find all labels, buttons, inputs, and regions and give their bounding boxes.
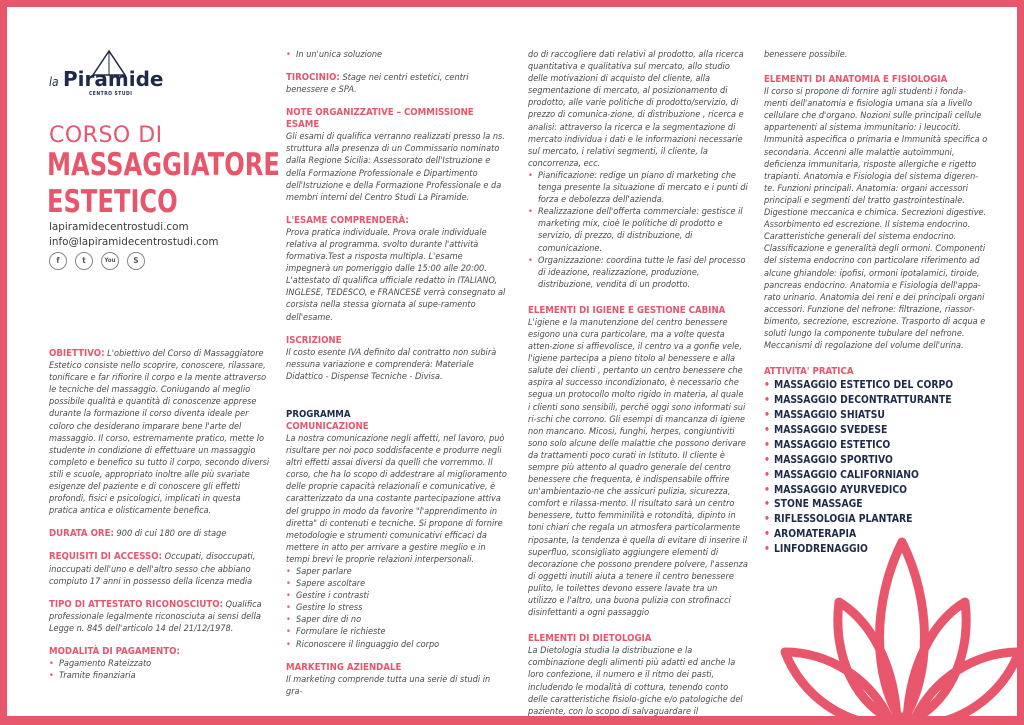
title-line3: ESTETICO [47,184,178,220]
hygiene-heading: ELEMENTI DI IGIENE E GESTIONE CABINA [528,304,726,316]
marketing-text: Il marketing comprende tutta una serie di studi in gra- [286,674,491,697]
title-line1: CORSO DI [49,123,163,148]
column-2 [286,49,508,698]
contact-email[interactable]: info@lapiramidecentrostudi.com [49,236,219,248]
list-item: • Tramite finanziaria [49,670,271,682]
list-item: • AROMATERAPIA [764,527,989,542]
communication-text: La nostra comunicazione negli affetti, nel lavoro, può risultare per noi poco soddisfacente e produrre negli altri effetti assai diversi da quelli che vorremmo. Il corso, che ha lo scopo di addestrare al miglioramento delle proprie capacità relazionali e comunicative, è caratterizzato da una costante partecipazione attiva del gruppo in modo da favorire "l'apprendimento in diretta" di contenuti e tecniche. Si propone di fornire metodologie e strumenti comunicativi efficaci da mettere in atto per arrivare a gestire meglio e in tempi brevi le proprie relazioni interpersonali. [286,433,507,565]
objective-text: L'obiettivo del Corso di Massaggiatore Estetico consiste nello scoprire, conoscere, rilassare, tonificare e far rifiorire il corpo e la mente attraverso le tecniche del massaggio. Coniugando al meglio possibile qualità e quantità di conoscenze apprese durante la formazione il corso diventa ideale per coloro che desiderano imparare bene l'arte del massaggio. Il corso, estremamente pratico, mette lo studente in condizione di effettuare un massaggio completo e benefico su tutto il corpo, secondo diversi stili e scuole, appropriato inoltre alle più svariate esigenze del paziente e di conoscere gli effetti profondi, fisici e psicologici, implicati in questa pratica antica e olisticamente benefica. [49,349,270,517]
hygiene-text: L'igiene e la manutenzione del centro benessere esigono una cura particolare, ma a volte questa atten-zione si affievolisce, il centro va a gonfie vele, l'igiene partecipa a pieno titolo al benessere e alla salute dei clienti , pertanto un centro benessere che aspira al successo incondizionato, è necessario che segua un protocollo molto rigido in materia, al quale i clienti sono sensibili, perché oggi sono informati sui ri-schi che corrono. Gli esempi di mancanza di igiene non mancano. Micosi, funghi, herpes, congiuntiviti sono solo alcune delle malattie che possono derivare da trattamenti poco curati in Istituto. Il cliente è sempre più attento al quadro generale del centro benessere che frequenta, è indispensabile offrire un'ambientazio-ne che assicuri pulizia, sicurezza, comfort e rilassa-mento. Il risultato sarà un centro benessere, tutto femminilità e rotondità, dipinto in toni chiari che regala un atmosfera particolarmente riposante, la tendenza è quella di evitare di inserire il superfluo, sconsigliato aggiungere elementi di decorazione che possono prendere polvere, l'assenza di oggetti inutili aiuta a tenere il centro benessere pulito, le toilettes devono essere lavate tra un utilizzo e l'altro, una buona pulizia con strofinacci disinfettanti a ogni passaggio [528,317,748,619]
anatomy-text: Il corso si propone di fornire agli studenti i fonda-menti dell'anatomia e fisiologia umana sia a livello cellulare che d'organo. Nozioni sulle principali cellule appartenenti al sistema immunitario: i leucociti. Immunità aspecifica o primaria e Immunità specifica o secondaria. Accenni alle malattie autoimmuni, deficienza immunitaria, risposte allergiche e rigetto trapianti. Anatomia e Fisiologia del sistema digeren-te. Funzioni principali. Anatomia: organi accessori principali e segmenti del tratto gastrointestinale. Digestione meccanica e chimica. Secrezioni digestive. Assorbimento ed escrezione. Il sistema endocrino. Caratteristiche generali del sistema endocrino. Classificazione e generalità degli ormoni. Componenti del sistema endocrino con particolare riferimento ad alcune ghiandole: ipofisi, ormoni ipotalamici, tiroide, pancreas endocrino. Anatomia e Fisiologia dell'appa-rato urinario. Anatomia dei reni e dei principali organi accessori. Funzione del nefrone: filtrazione, riassor-bimento, secrezione, escrezione. Trasporto di acqua e soluti lungo la componente tubulare del nefrone. Meccanismi di regolazione del volume dell'urina. [764,87,988,352]
list-item: • STONE MASSAGE [764,497,989,512]
column-3 [528,49,748,725]
title-line2: MASSAGGIATORE [47,147,280,183]
twitter-icon[interactable]: t [75,252,93,270]
brand-sub: CENTRO STUDI [89,91,133,97]
exam-heading: L'ESAME COMPRENDERÀ: [286,214,409,226]
list-item: • MASSAGGIO DECONTRATTURANTE [764,393,989,408]
marketing-heading: MARKETING AZIENDALE [286,661,402,673]
marketing-list [528,170,748,291]
notes-text: Gli esami di qualifica verranno realizzati presso la ns. struttura alla presenza di un Commissario nominato dalla Regione Sicilia: Assessorato dell'Istruzione e della Formazione Professionale e Dipartimento dell'Istruzione e della Formazione Professionale e da membri interni del Centro Studi La Piramide. [286,132,505,203]
list-item: • Gestire lo stress [286,602,508,614]
youtube-icon[interactable]: You [101,252,119,270]
requirements-label: REQUISITI DI ACCESSO: [49,551,163,563]
lotus-icon [777,517,1024,725]
list-item: • RIFLESSOLOGIA PLANTARE [764,512,989,527]
dietology-text: La Dietologia studia la distribuzione e la combinazione degli alimenti più adatti ed anche la loro confezione, il numero e il ritmo dei pasti, includendo le modalità di cottura, tenendo conto delle caratteristiche fisiolo-giche e/o patologiche del paziente, con lo scopo di salvaguardare il mantenimento del miglior stato di [528,646,743,725]
list-item: • MASSAGGIO SHIATSU [764,408,989,423]
tirocinio-label: TIROCINIO: [286,72,340,84]
list-item: • MASSAGGIO CALIFORNIANO [764,468,989,483]
list-item: • MASSAGGIO ESTETICO [764,438,989,453]
enrollment-heading: ISCRIZIONE [286,334,342,346]
list-item: • Saper dire di no [286,614,508,626]
contact-website[interactable]: lapiramidecentrostudi.com [49,221,189,233]
list-item: • MASSAGGIO SPORTIVO [764,453,989,468]
skype-icon[interactable]: S [127,252,145,270]
certificate-label: TIPO DI ATTESTATO RICONOSCIUTO: [49,598,224,610]
column-1 [49,348,271,682]
program-heading: PROGRAMMA [286,408,351,420]
brand-name: Piramide [63,67,164,91]
marketing-text-cont: do di raccogliere dati relativi al prodotto, alla ricerca quantitativa e qualitativa sul mercato, allo studio delle motivazioni di acquisto del cliente, alla segmentazione di mercato, al posizionamento di prodotto, alle varie politiche di prodotto/servizio, di prezzo di comunica-zione, di distribuzione , ricerca e analisi: attraverso la ricerca e la segmentazione di mercato individua i dati e le informazioni necessarie sul mercato, i relativi segmenti, il cliente, la concorrenza, ecc. [528,50,744,169]
exam-text: Prova pratica individuale. Prova orale individuale relativa al programma. svolto durante l'attività formativa.Test a risposta multipla. L'esame impegnerà un pomeriggio dalle 15:00 alle 20:00. L'attestato di qualifica ufficiale redatto in ITALIANO, INGLESE, TEDESCO, e FRANCESE verrà consegnato al corsista nella stessa giornata al supe-ramento dell'esame. [286,227,506,323]
facebook-icon[interactable]: f [49,252,67,270]
brand-prefix: la [49,75,59,89]
list-item: • Pagamento Rateizzato [49,658,271,670]
objective-label: OBIETTIVO: [49,348,105,359]
practice-heading: ATTIVITA' PRATICA [764,366,854,378]
list-item: • Pianificazione: redige un piano di marketing che tenga presente la situazione di mercato e i punti di forza e debolezza dell'azienda. [528,170,748,206]
list-item: • Organizzazione: coordina tutte le fasi del processo di ideazione, realizzazione, produzione, distribuzione, vendita di un prodotto. [528,255,748,291]
column-4 [764,49,989,557]
notes-heading: NOTE ORGANIZZATIVE – COMMISSIONE ESAME [286,107,474,131]
list-item: • Realizzazione dell'offerta commerciale: gestisce il marketing mix, cioè le politiche di prodotto e servizio, di prezzo, di distribuzione, di comunicazione. [528,206,748,254]
brand-logo [49,47,179,107]
list-item: • Sapere ascoltare [286,578,508,590]
communication-heading: COMUNICAZIONE [286,420,369,432]
list-item: • LINFODRENAGGIO [764,542,989,557]
dietology-heading: ELEMENTI DI DIETOLOGIA [528,633,652,645]
enrollment-text: Il costo esente IVA definito dal contratto non subirà nessuna variazione e comprenderà: Materiale Didattico - Dispense Tecniche - Divisa. [286,347,497,382]
list-item: • In un'unica soluzione [286,49,508,61]
list-item: • Saper parlare [286,566,508,578]
duration-label: DURATA ORE: [49,528,114,540]
payment-list [49,658,271,682]
communication-list [286,566,508,651]
tirocinio-text: Stage nei centri estetici, centri benessere e SPA. [286,73,469,96]
requirements-text: Occupati, disoccupati, inoccupati dell'uno e dell'altro sesso che abbiano compiuto 17 anni in possesso della licenza media [49,552,256,587]
list-item: • MASSAGGIO AYURVEDICO [764,483,989,498]
payment-heading: MODALITÀ DI PAGAMENTO: [49,645,180,657]
list-item: • MASSAGGIO SVEDESE [764,423,989,438]
certificate-text: Qualifica professionale legalmente riconosciuta ai sensi della Legge n. 845 dell'articolo 14 del 21/12/1978. [49,599,262,634]
list-item: • Formulare le richieste [286,626,508,638]
list-item: • Gestire i contrasti [286,590,508,602]
list-item: • MASSAGGIO ESTETICO DEL CORPO [764,378,989,393]
list-item: • Riconoscere il linguaggio del corpo [286,639,508,651]
payment-list-cont [286,49,508,61]
dietology-text-cont: benessere possibile. [764,50,848,60]
duration-text: 900 di cui 180 ore di stage [116,529,227,540]
anatomy-heading: ELEMENTI DI ANATOMIA E FISIOLOGIA [764,74,948,86]
